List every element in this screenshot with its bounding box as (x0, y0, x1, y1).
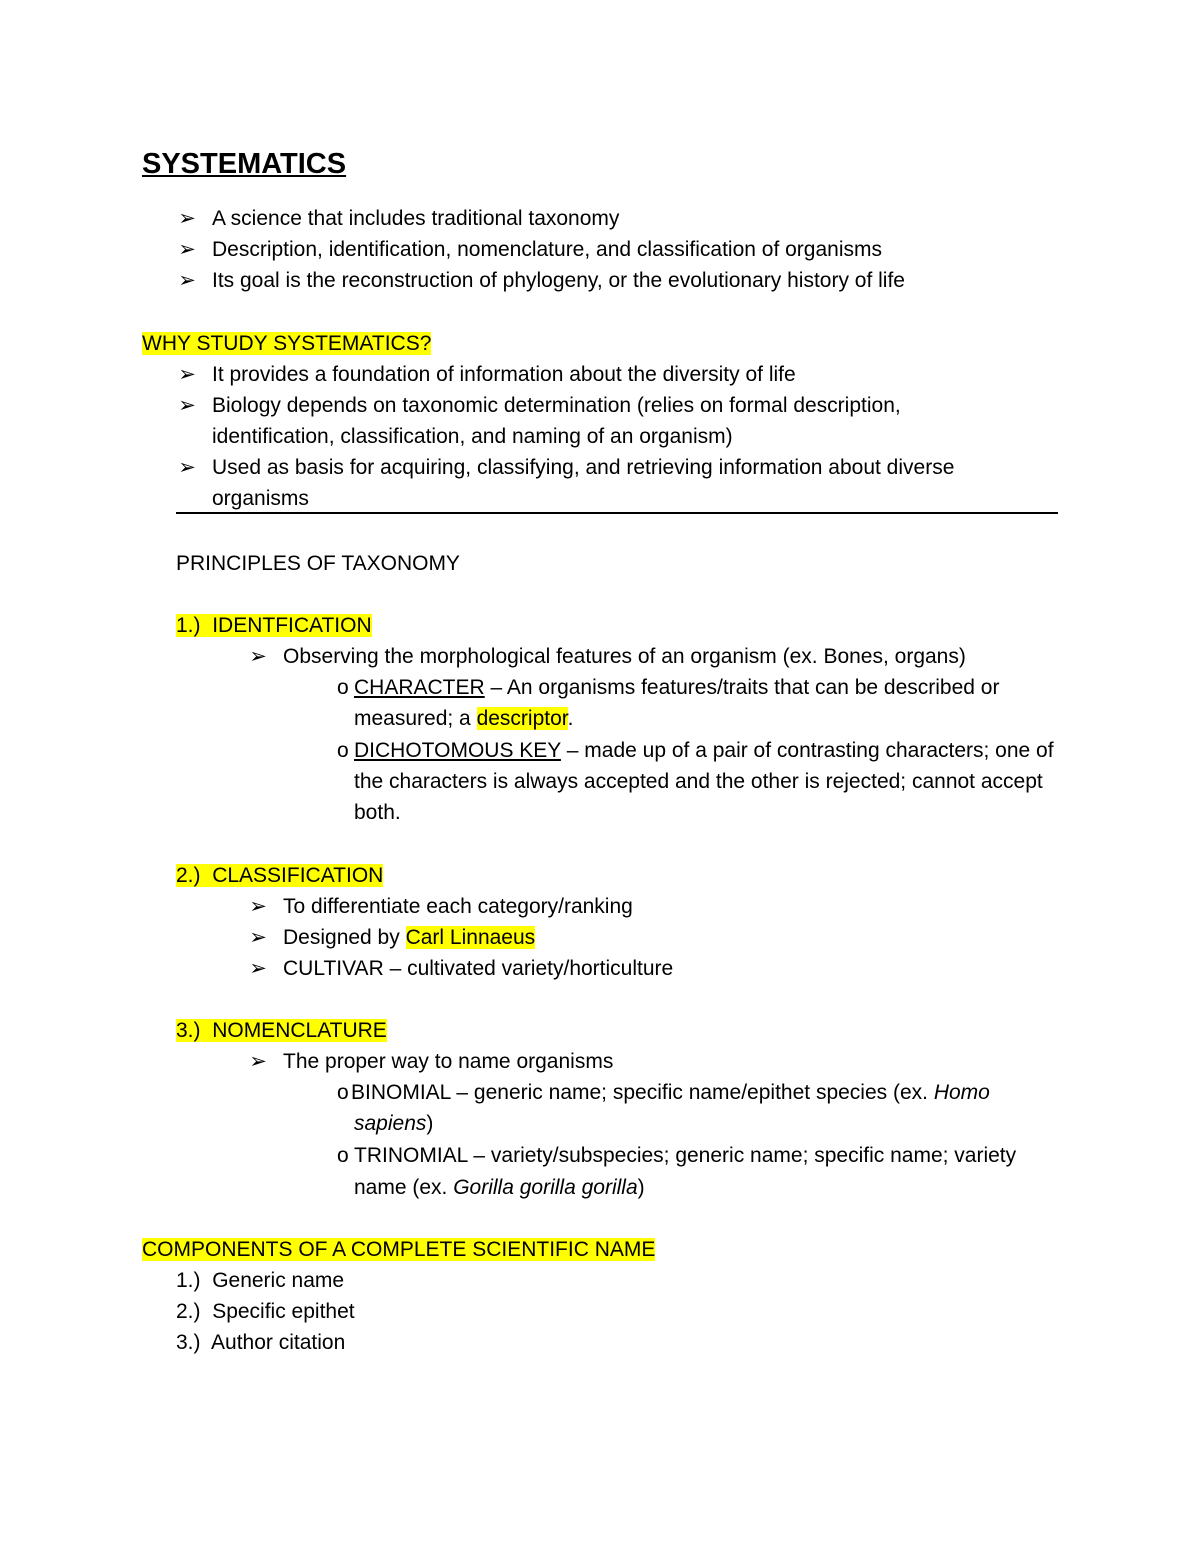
classification-bullet: To differentiate each category/ranking (283, 895, 633, 918)
arrow-bullet-icon: ➢ (249, 645, 267, 668)
classification-bullet: CULTIVAR – cultivated variety/horticulture (283, 957, 674, 980)
principles-heading: PRINCIPLES OF TAXONOMY (176, 552, 460, 575)
why-bullet-continued: identification, classification, and naming of an organism) (212, 425, 733, 448)
why-heading: WHY STUDY SYSTEMATICS? (142, 332, 432, 355)
arrow-bullet-icon: ➢ (249, 957, 267, 980)
component-item: 3.) Author citation (176, 1331, 346, 1354)
arrow-bullet-icon: ➢ (249, 926, 267, 949)
dichotomous-key-continued: both. (354, 801, 401, 824)
arrow-bullet-icon: ➢ (178, 207, 196, 230)
arrow-bullet-icon: ➢ (178, 363, 196, 386)
horizontal-divider (176, 512, 1058, 514)
identification-bullet: Observing the morphological features of an organism (ex. Bones, organs) (283, 645, 966, 668)
nomenclature-bullet: The proper way to name organisms (283, 1050, 614, 1073)
classification-bullet: Designed by Carl Linnaeus (283, 926, 536, 949)
why-bullet-continued: organisms (212, 487, 309, 510)
intro-bullet: Description, identification, nomenclature, and classification of organisms (212, 238, 883, 261)
component-item: 2.) Specific epithet (176, 1300, 355, 1323)
why-bullet: It provides a foundation of information about the diversity of life (212, 363, 796, 386)
circle-bullet-icon: o (337, 1081, 349, 1104)
arrow-bullet-icon: ➢ (178, 456, 196, 479)
nomenclature-heading: 3.) NOMENCLATURE (176, 1019, 387, 1042)
circle-bullet-icon: o (337, 1144, 349, 1167)
why-bullet: Used as basis for acquiring, classifying, and retrieving information about diverse (212, 456, 955, 479)
intro-bullet: A science that includes traditional taxonomy (212, 207, 620, 230)
binomial-definition-continued: sapiens) (354, 1112, 434, 1135)
intro-bullet: Its goal is the reconstruction of phylogeny, or the evolutionary history of life (212, 269, 905, 292)
components-heading: COMPONENTS OF A COMPLETE SCIENTIFIC NAME (142, 1238, 656, 1261)
character-term: CHARACTER (354, 676, 485, 699)
component-item: 1.) Generic name (176, 1269, 345, 1292)
character-definition: CHARACTER – An organisms features/traits that can be described or (354, 676, 1000, 699)
arrow-bullet-icon: ➢ (178, 238, 196, 261)
identification-heading: 1.) IDENTFICATION (176, 614, 372, 637)
dichotomous-key-continued: the characters is always accepted and the other is rejected; cannot accept (354, 770, 1043, 793)
binomial-definition: BINOMIAL – generic name; specific name/epithet species (ex. Homo (351, 1081, 990, 1104)
arrow-bullet-icon: ➢ (249, 1050, 267, 1073)
circle-bullet-icon: o (337, 676, 349, 699)
character-definition-continued: measured; a descriptor. (354, 707, 574, 730)
arrow-bullet-icon: ➢ (249, 895, 267, 918)
why-bullet: Biology depends on taxonomic determination (relies on formal description, (212, 394, 901, 417)
arrow-bullet-icon: ➢ (178, 394, 196, 417)
dichotomous-key-definition: DICHOTOMOUS KEY – made up of a pair of contrasting characters; one of (354, 739, 1054, 762)
circle-bullet-icon: o (337, 739, 349, 762)
classification-heading: 2.) CLASSIFICATION (176, 864, 384, 887)
descriptor-highlight: descriptor (476, 707, 568, 730)
arrow-bullet-icon: ➢ (178, 269, 196, 292)
dichotomous-key-term: DICHOTOMOUS KEY (354, 739, 561, 762)
trinomial-definition-continued: name (ex. Gorilla gorilla gorilla) (354, 1176, 645, 1199)
carl-linnaeus-highlight: Carl Linnaeus (405, 926, 536, 949)
page-title: SYSTEMATICS (142, 148, 347, 180)
trinomial-definition: TRINOMIAL – variety/subspecies; generic name; specific name; variety (354, 1144, 1017, 1167)
